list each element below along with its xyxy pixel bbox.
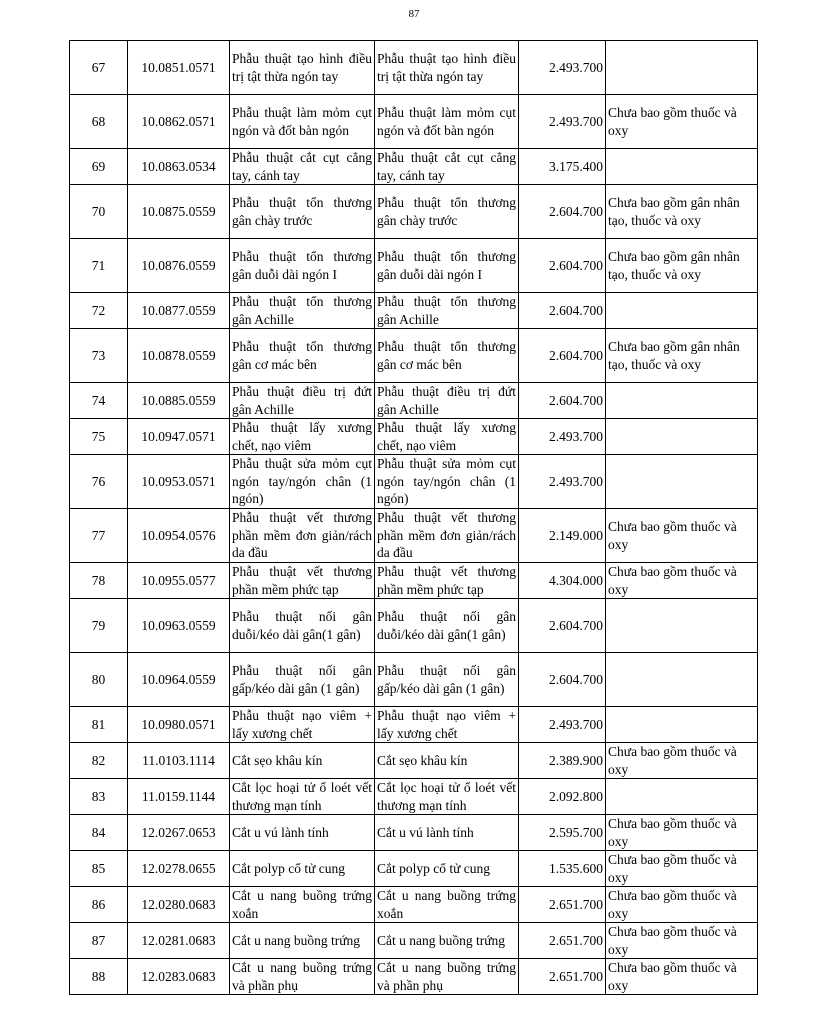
table-row: [70, 383, 758, 419]
service-name: Phẫu thuật vết thương phần mềm đơn giản/rách da đầu: [230, 509, 375, 563]
table-row: [70, 419, 758, 455]
service-price: 2.604.700: [519, 653, 606, 707]
table-row: [70, 851, 758, 887]
service-price: 3.175.400: [519, 149, 606, 185]
price-note: Chưa bao gồm thuốc và oxy: [606, 887, 758, 923]
service-price: 4.304.000: [519, 563, 606, 599]
service-name: Phẫu thuật làm mỏm cụt ngón và đốt bàn ngón: [230, 95, 375, 149]
service-code: 10.0862.0571: [128, 95, 230, 149]
service-price: 2.604.700: [519, 383, 606, 419]
price-note: [606, 419, 758, 455]
row-number: 73: [70, 329, 128, 383]
price-note: Chưa bao gồm gân nhân tạo, thuốc và oxy: [606, 185, 758, 239]
price-note: [606, 455, 758, 509]
service-price: 2.604.700: [519, 239, 606, 293]
service-name: Phẫu thuật sửa mỏm cụt ngón tay/ngón chân (1 ngón): [230, 455, 375, 509]
table-row: [70, 329, 758, 383]
row-number: 84: [70, 815, 128, 851]
service-name-approved: Phẫu thuật làm mỏm cụt ngón và đốt bàn ngón: [375, 95, 519, 149]
service-name: Phẫu thuật lấy xương chết, nạo viêm: [230, 419, 375, 455]
service-name-approved: Cắt polyp cổ tử cung: [375, 851, 519, 887]
service-name-approved: Cắt sẹo khâu kín: [375, 743, 519, 779]
service-name-approved: Cắt lọc hoại tử ổ loét vết thương mạn tính: [375, 779, 519, 815]
service-code: 10.0875.0559: [128, 185, 230, 239]
row-number: 70: [70, 185, 128, 239]
service-name: Cắt u nang buồng trứng xoắn: [230, 887, 375, 923]
service-price-table: [69, 40, 758, 995]
service-name-approved: Phẫu thuật nối gân gấp/kéo dài gân (1 gân): [375, 653, 519, 707]
table-row: [70, 815, 758, 851]
row-number: 86: [70, 887, 128, 923]
service-name: Phẫu thuật cắt cụt cẳng tay, cánh tay: [230, 149, 375, 185]
page-number: 87: [408, 8, 420, 20]
service-code: 12.0267.0653: [128, 815, 230, 851]
row-number: 68: [70, 95, 128, 149]
service-price: 2.604.700: [519, 329, 606, 383]
price-note: Chưa bao gồm thuốc và oxy: [606, 959, 758, 995]
service-price: 2.092.800: [519, 779, 606, 815]
service-name: Cắt polyp cổ tử cung: [230, 851, 375, 887]
service-code: 10.0954.0576: [128, 509, 230, 563]
price-note: Chưa bao gồm thuốc và oxy: [606, 95, 758, 149]
row-number: 76: [70, 455, 128, 509]
price-note: [606, 383, 758, 419]
service-code: 10.0964.0559: [128, 653, 230, 707]
service-code: 12.0281.0683: [128, 923, 230, 959]
price-note: Chưa bao gồm thuốc và oxy: [606, 563, 758, 599]
service-name-approved: Cắt u nang buồng trứng: [375, 923, 519, 959]
service-code: 10.0851.0571: [128, 41, 230, 95]
table-row: [70, 293, 758, 329]
service-name-approved: Phẫu thuật cắt cụt cẳng tay, cánh tay: [375, 149, 519, 185]
service-code: 10.0953.0571: [128, 455, 230, 509]
service-code: 12.0283.0683: [128, 959, 230, 995]
row-number: 79: [70, 599, 128, 653]
service-code: 10.0963.0559: [128, 599, 230, 653]
price-note: Chưa bao gồm gân nhân tạo, thuốc và oxy: [606, 239, 758, 293]
service-price: 2.389.900: [519, 743, 606, 779]
service-name-approved: Phẫu thuật vết thương phần mềm đơn giản/rách da đầu: [375, 509, 519, 563]
row-number: 87: [70, 923, 128, 959]
service-code: 10.0876.0559: [128, 239, 230, 293]
service-price: 2.493.700: [519, 707, 606, 743]
service-price: 2.651.700: [519, 887, 606, 923]
service-name-approved: Phẫu thuật lấy xương chết, nạo viêm: [375, 419, 519, 455]
row-number: 82: [70, 743, 128, 779]
price-note: [606, 653, 758, 707]
price-note: Chưa bao gồm thuốc và oxy: [606, 509, 758, 563]
service-code: 10.0878.0559: [128, 329, 230, 383]
service-name: Phẫu thuật tạo hình điều trị tật thừa ngón tay: [230, 41, 375, 95]
service-code: 11.0103.1114: [128, 743, 230, 779]
service-name-approved: Phẫu thuật nối gân duỗi/kéo dài gân(1 gân): [375, 599, 519, 653]
price-note: Chưa bao gồm gân nhân tạo, thuốc và oxy: [606, 329, 758, 383]
service-code: 10.0947.0571: [128, 419, 230, 455]
row-number: 83: [70, 779, 128, 815]
service-name: Phẫu thuật tổn thương gân Achille: [230, 293, 375, 329]
table-row: [70, 599, 758, 653]
service-price: 2.651.700: [519, 959, 606, 995]
price-note: [606, 707, 758, 743]
price-note: Chưa bao gồm thuốc và oxy: [606, 851, 758, 887]
table-row: [70, 653, 758, 707]
service-name-approved: Phẫu thuật tổn thương gân cơ mác bên: [375, 329, 519, 383]
service-name: Phẫu thuật nối gân duỗi/kéo dài gân(1 gân): [230, 599, 375, 653]
row-number: 78: [70, 563, 128, 599]
service-code: 10.0885.0559: [128, 383, 230, 419]
price-note: [606, 149, 758, 185]
row-number: 67: [70, 41, 128, 95]
service-name-approved: Phẫu thuật điều trị đứt gân Achille: [375, 383, 519, 419]
service-name-approved: Phẫu thuật tổn thương gân chày trước: [375, 185, 519, 239]
service-name-approved: Phẫu thuật sửa mỏm cụt ngón tay/ngón chân (1 ngón): [375, 455, 519, 509]
table-row: [70, 509, 758, 563]
service-name: Cắt u nang buồng trứng và phần phụ: [230, 959, 375, 995]
service-price: 2.493.700: [519, 95, 606, 149]
service-name: Phẫu thuật tổn thương gân duỗi dài ngón I: [230, 239, 375, 293]
service-price: 2.604.700: [519, 599, 606, 653]
table-row: [70, 95, 758, 149]
row-number: 77: [70, 509, 128, 563]
price-note: Chưa bao gồm thuốc và oxy: [606, 923, 758, 959]
service-name-approved: Cắt u nang buồng trứng và phần phụ: [375, 959, 519, 995]
price-note: Chưa bao gồm thuốc và oxy: [606, 743, 758, 779]
service-name: Cắt u nang buồng trứng: [230, 923, 375, 959]
table-row: [70, 149, 758, 185]
service-name-approved: Phẫu thuật nạo viêm + lấy xương chết: [375, 707, 519, 743]
service-name: Phẫu thuật vết thương phần mềm phức tạp: [230, 563, 375, 599]
row-number: 69: [70, 149, 128, 185]
row-number: 71: [70, 239, 128, 293]
row-number: 81: [70, 707, 128, 743]
table-row: [70, 185, 758, 239]
table-row: [70, 959, 758, 995]
service-name-approved: Phẫu thuật tạo hình điều trị tật thừa ngón tay: [375, 41, 519, 95]
price-note: Chưa bao gồm thuốc và oxy: [606, 815, 758, 851]
row-number: 85: [70, 851, 128, 887]
service-code: 10.0863.0534: [128, 149, 230, 185]
service-price: 2.604.700: [519, 293, 606, 329]
service-code: 11.0159.1144: [128, 779, 230, 815]
service-name: Phẫu thuật tổn thương gân cơ mác bên: [230, 329, 375, 383]
service-price: 2.651.700: [519, 923, 606, 959]
row-number: 75: [70, 419, 128, 455]
price-note: [606, 599, 758, 653]
service-name: Phẫu thuật nối gân gấp/kéo dài gân (1 gân): [230, 653, 375, 707]
service-name-approved: Cắt u vú lành tính: [375, 815, 519, 851]
service-name-approved: Phẫu thuật vết thương phần mềm phức tạp: [375, 563, 519, 599]
service-name: Phẫu thuật điều trị đứt gân Achille: [230, 383, 375, 419]
service-name: Phẫu thuật nạo viêm + lấy xương chết: [230, 707, 375, 743]
service-name: Cắt sẹo khâu kín: [230, 743, 375, 779]
service-code: 10.0980.0571: [128, 707, 230, 743]
price-note: [606, 293, 758, 329]
row-number: 72: [70, 293, 128, 329]
service-price: 2.493.700: [519, 455, 606, 509]
service-name-approved: Cắt u nang buồng trứng xoắn: [375, 887, 519, 923]
table-row: [70, 563, 758, 599]
row-number: 80: [70, 653, 128, 707]
service-code: 12.0278.0655: [128, 851, 230, 887]
row-number: 74: [70, 383, 128, 419]
service-name: Phẫu thuật tổn thương gân chày trước: [230, 185, 375, 239]
service-name-approved: Phẫu thuật tổn thương gân duỗi dài ngón I: [375, 239, 519, 293]
table-row: [70, 779, 758, 815]
service-name: Cắt u vú lành tính: [230, 815, 375, 851]
table-row: [70, 41, 758, 95]
service-code: 12.0280.0683: [128, 887, 230, 923]
row-number: 88: [70, 959, 128, 995]
service-price: 1.535.600: [519, 851, 606, 887]
price-note: [606, 779, 758, 815]
service-price: 2.604.700: [519, 185, 606, 239]
service-name: Cắt lọc hoại tử ổ loét vết thương mạn tính: [230, 779, 375, 815]
table-row: [70, 743, 758, 779]
table-row: [70, 455, 758, 509]
service-price: 2.595.700: [519, 815, 606, 851]
table-row: [70, 239, 758, 293]
service-price: 2.149.000: [519, 509, 606, 563]
service-name-approved: Phẫu thuật tổn thương gân Achille: [375, 293, 519, 329]
table-row: [70, 923, 758, 959]
service-code: 10.0877.0559: [128, 293, 230, 329]
service-code: 10.0955.0577: [128, 563, 230, 599]
service-price: 2.493.700: [519, 419, 606, 455]
table-row: [70, 707, 758, 743]
service-price: 2.493.700: [519, 41, 606, 95]
price-note: [606, 41, 758, 95]
table-row: [70, 887, 758, 923]
